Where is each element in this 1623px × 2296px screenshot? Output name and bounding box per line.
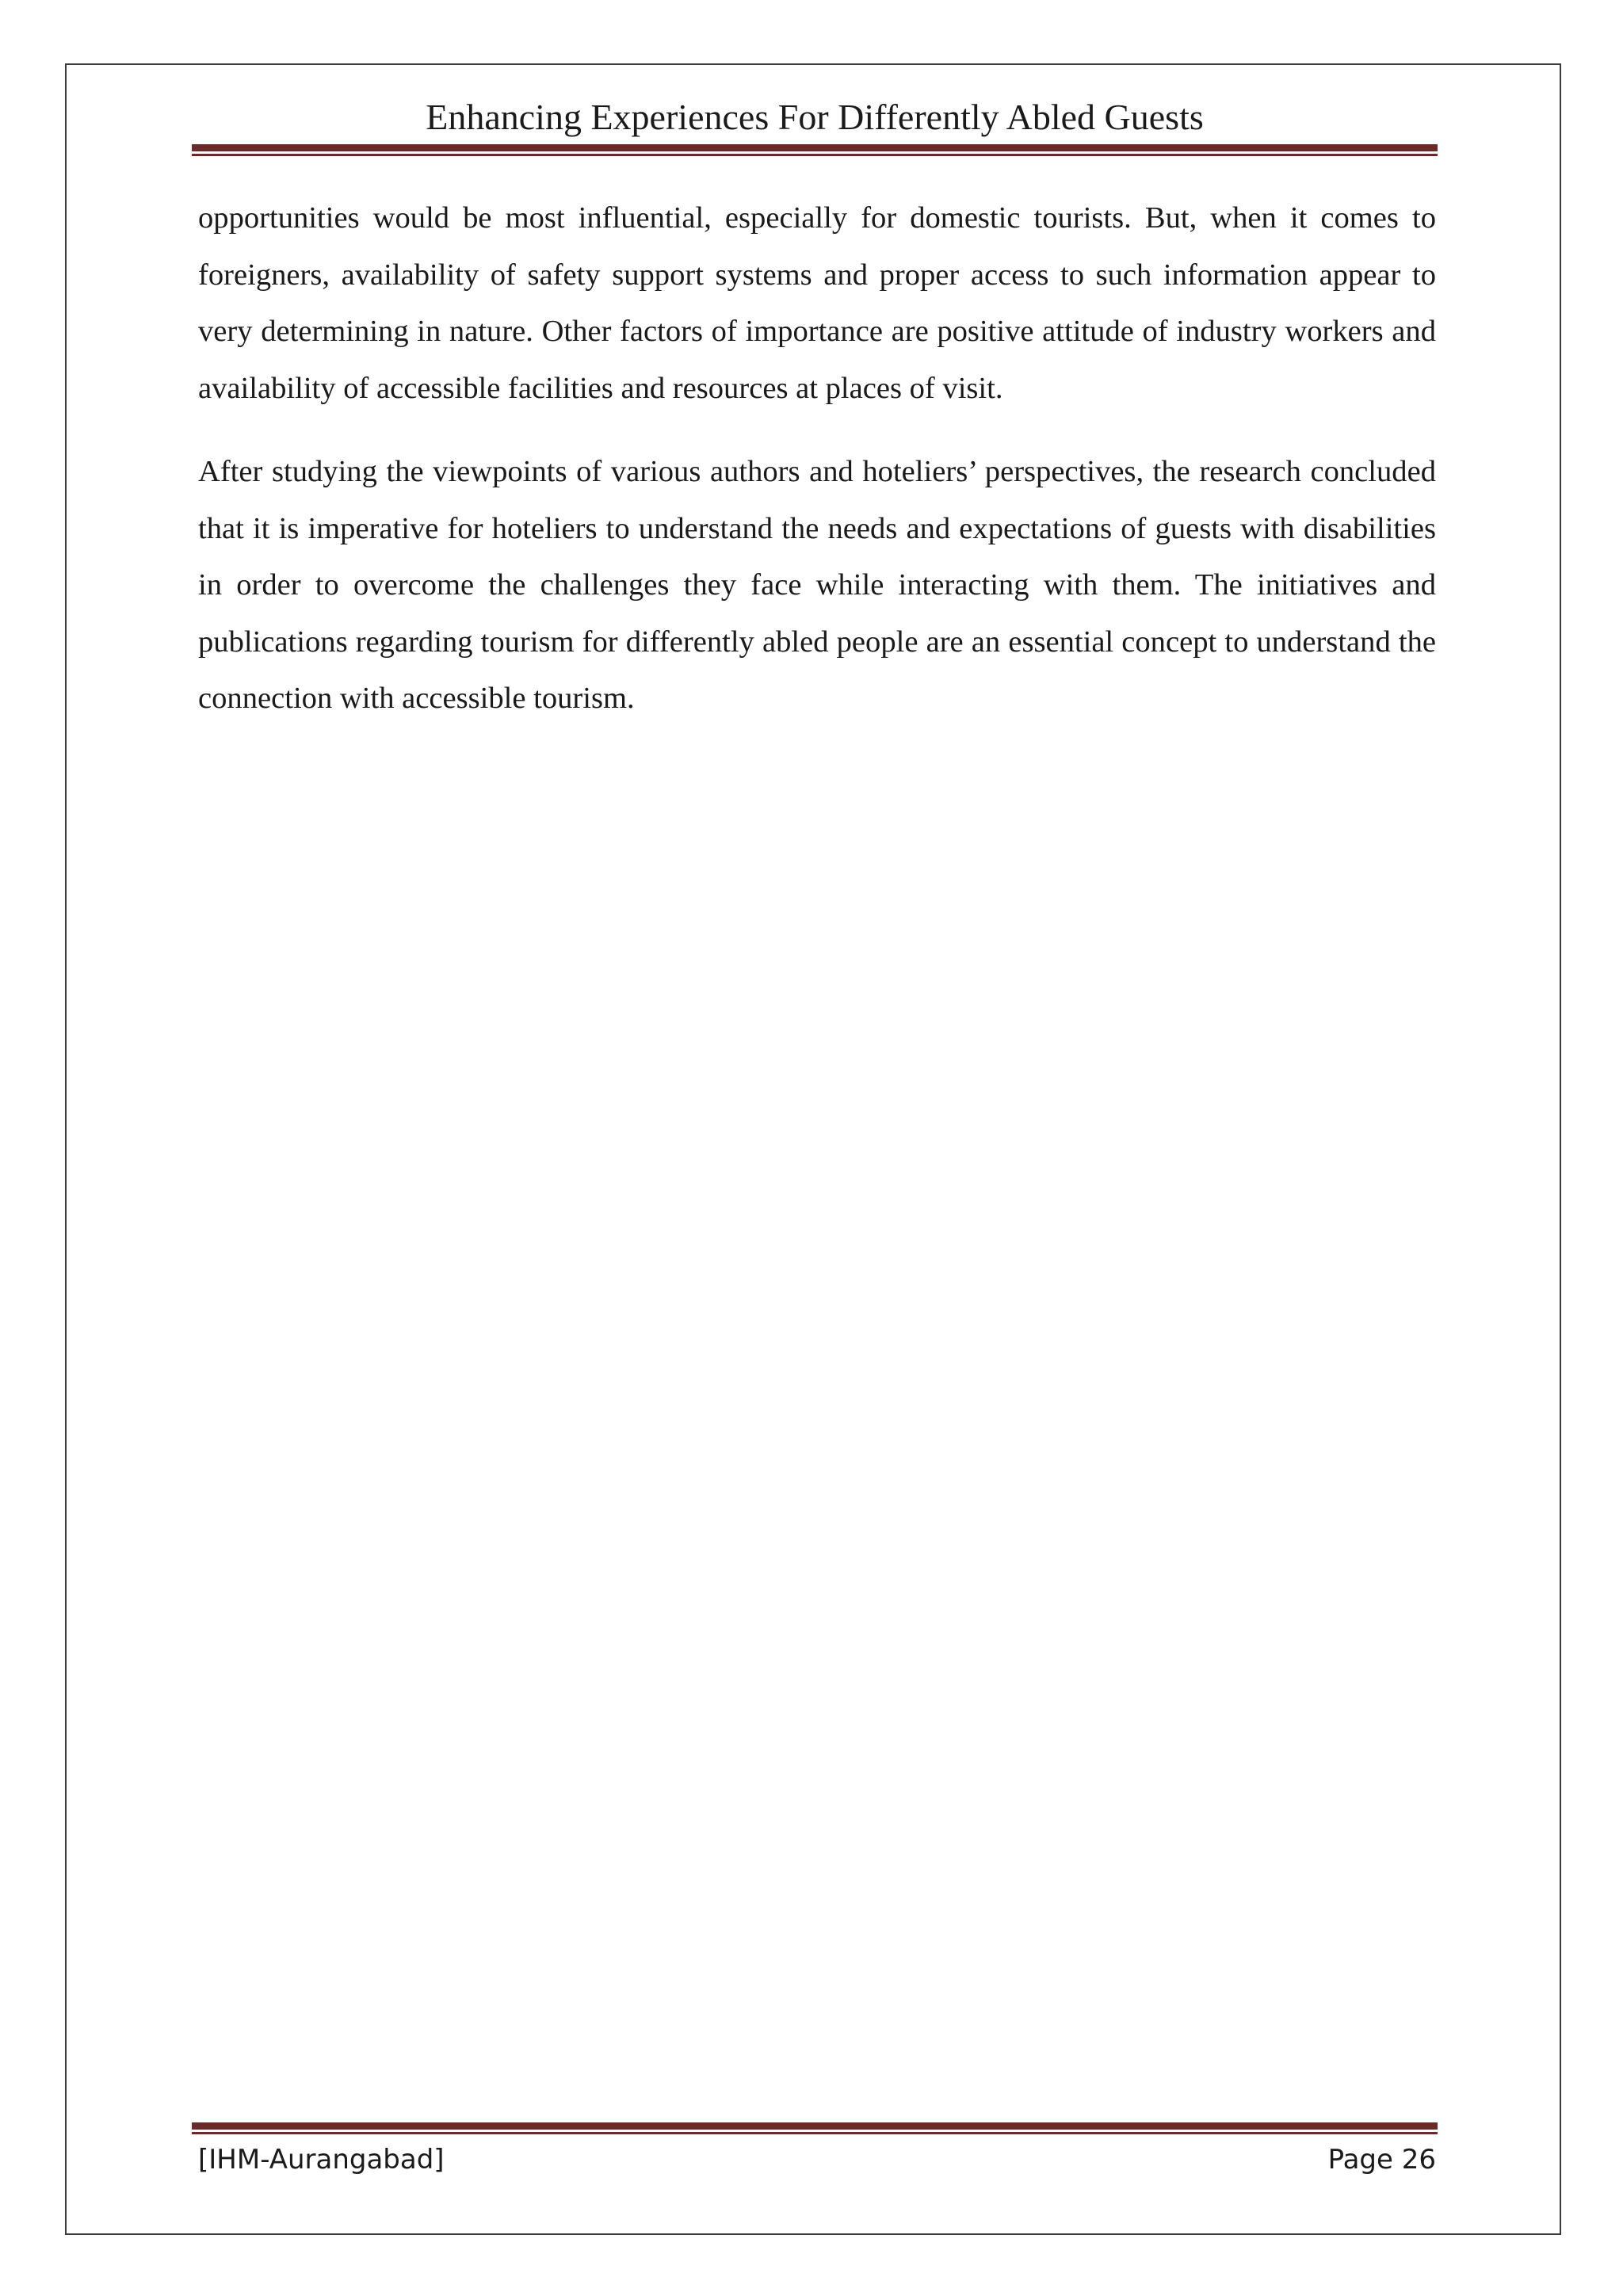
body-text bbox=[198, 190, 1436, 755]
paragraph-2: After studying the viewpoints of various authors and hoteliers’ perspectives, the research concluded that it is imperative for hoteliers to understand the needs and expectations of guests with disabilities in order to overcome the challenges they face while interacting with them. The initiatives and publications regarding tourism for differently abled people are an essential concept to understand the connection with accessible tourism. bbox=[198, 455, 1436, 715]
paragraph-1: opportunities would be most influential, especially for domestic tourists. But, when it comes to foreigners, availability of safety support systems and proper access to such information appear to very determining in nature. Other factors of importance are positive attitude of industry workers and availability of accessible facilities and resources at places of visit. bbox=[198, 201, 1436, 405]
footer-page-number: Page 26 bbox=[1327, 2144, 1436, 2176]
page-header-title: Enhancing Experiences For Differently Abled Guests bbox=[426, 97, 1204, 137]
footer-rule bbox=[192, 2122, 1438, 2134]
header-rule bbox=[192, 144, 1438, 156]
footer-institution: [IHM-Aurangabad] bbox=[198, 2144, 445, 2176]
